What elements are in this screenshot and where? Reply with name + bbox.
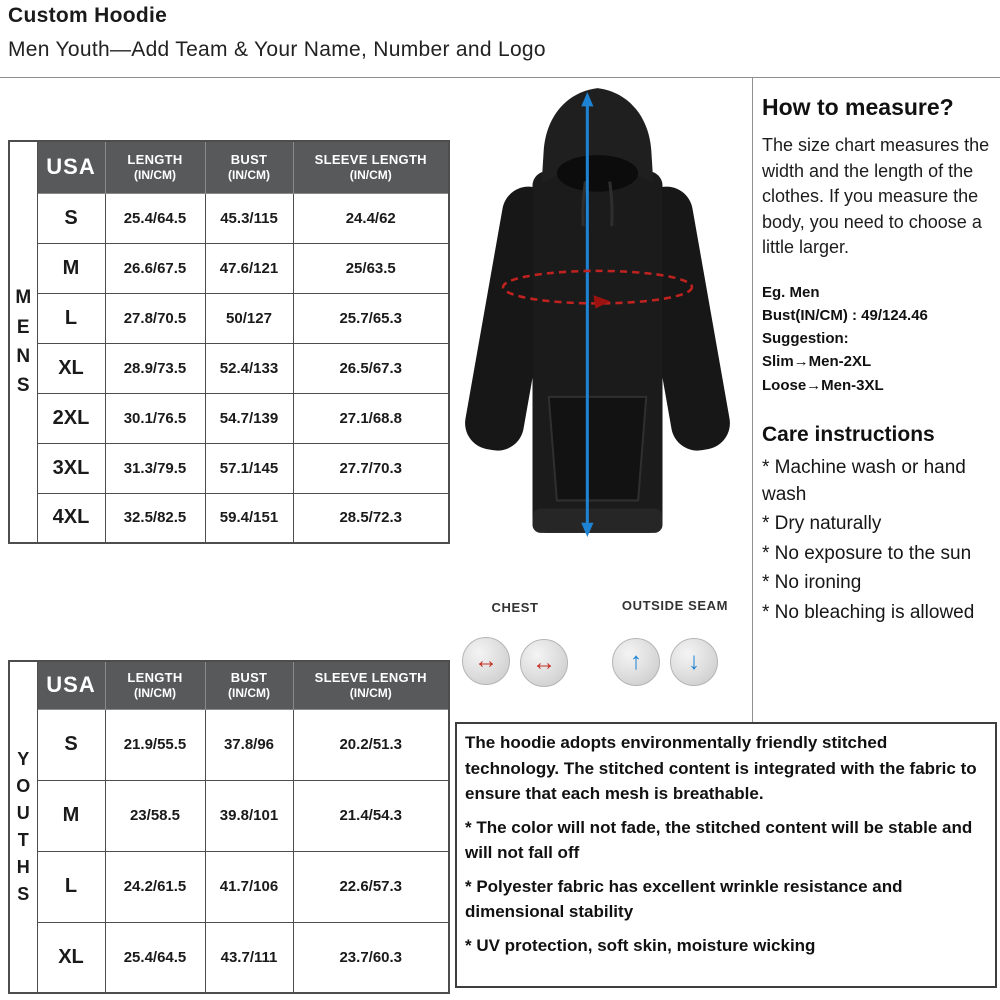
bust-cell: 57.1/145 <box>205 443 293 493</box>
size-cell: XL <box>37 343 105 393</box>
care-item: * No bleaching is allowed <box>762 601 975 623</box>
size-cell: L <box>37 851 105 922</box>
sleeve-cell: 27.7/70.3 <box>293 443 449 493</box>
sleeve-cell: 26.5/67.3 <box>293 343 449 393</box>
chest-measure-icon-1 <box>462 637 510 685</box>
length-cell: 25.4/64.5 <box>105 922 205 993</box>
youths-usa-header: USA <box>37 661 105 709</box>
size-cell: 3XL <box>37 443 105 493</box>
fabric-bullet: * The color will not fade, the stitched content will be stable and will not fall off <box>465 817 973 862</box>
sleeve-cell: 23.7/60.3 <box>293 922 449 993</box>
bust-cell: 37.8/96 <box>205 709 293 780</box>
fabric-bullet: * UV protection, soft skin, moisture wicking <box>465 935 816 955</box>
table-row <box>9 393 449 443</box>
example-line: Eg. Men <box>762 283 820 301</box>
youths-group-cell <box>9 661 37 993</box>
mens-col-sleeve <box>293 141 449 193</box>
hoodie-hem <box>532 509 662 533</box>
sleeve-cell: 20.2/51.3 <box>293 709 449 780</box>
col-title: BUST <box>230 670 268 686</box>
seam-measure-icon-2 <box>670 638 718 686</box>
outside-seam-label: OUTSIDE SEAM <box>621 598 729 613</box>
length-cell: 32.5/82.5 <box>105 493 205 543</box>
hood-opening <box>557 155 638 192</box>
page-subtitle: Men Youth—Add Team & Your Name, Number and Logo <box>8 38 546 61</box>
size-cell: S <box>37 709 105 780</box>
seam-measure-icon-1 <box>612 638 660 686</box>
fabric-info-box <box>455 722 997 988</box>
length-cell: 25.4/64.5 <box>105 193 205 243</box>
how-to-measure-panel <box>762 88 996 630</box>
length-cell: 28.9/73.5 <box>105 343 205 393</box>
table-row <box>9 443 449 493</box>
col-title: LENGTH <box>127 670 183 686</box>
bust-cell: 39.8/101 <box>205 780 293 851</box>
col-sub: (IN/CM) <box>228 168 270 183</box>
table-row <box>9 243 449 293</box>
col-sub: (IN/CM) <box>228 686 270 701</box>
length-cell: 24.2/61.5 <box>105 851 205 922</box>
sleeve-cell: 22.6/57.3 <box>293 851 449 922</box>
col-sub: (IN/CM) <box>134 168 176 183</box>
table-row <box>9 780 449 851</box>
care-item: * No exposure to the sun <box>762 542 972 564</box>
table-row <box>9 922 449 993</box>
sleeve-cell: 24.4/62 <box>293 193 449 243</box>
example-line: Suggestion: <box>762 330 849 348</box>
size-cell: S <box>37 193 105 243</box>
chest-label: CHEST <box>491 600 539 615</box>
bust-cell: 45.3/115 <box>205 193 293 243</box>
sleeve-cell: 27.1/68.8 <box>293 393 449 443</box>
sleeve-cell: 21.4/54.3 <box>293 780 449 851</box>
youths-col-length <box>105 661 205 709</box>
sleeve-cell: 28.5/72.3 <box>293 493 449 543</box>
length-cell: 21.9/55.5 <box>105 709 205 780</box>
size-cell: XL <box>37 922 105 993</box>
care-instructions-heading: Care instructions <box>762 422 935 446</box>
col-title: SLEEVE LENGTH <box>314 152 427 168</box>
size-cell: 2XL <box>37 393 105 443</box>
left-right-arrow-icon: ↔ <box>532 649 556 676</box>
bust-cell: 47.6/121 <box>205 243 293 293</box>
example-line: Slim→Men-2XL <box>762 353 872 371</box>
table-row <box>9 343 449 393</box>
bust-cell: 54.7/139 <box>205 393 293 443</box>
care-item: * Machine wash or hand wash <box>762 456 966 505</box>
youths-size-table <box>8 660 450 994</box>
mens-group-cell <box>9 141 37 543</box>
down-arrow-icon: ↓ <box>688 648 700 675</box>
mens-usa-header: USA <box>37 141 105 193</box>
col-sub: (IN/CM) <box>349 686 392 701</box>
example-line: Loose→Men-3XL <box>762 376 884 394</box>
bust-cell: 41.7/106 <box>205 851 293 922</box>
size-cell: L <box>37 293 105 343</box>
mens-header-row <box>9 141 449 193</box>
col-title: LENGTH <box>127 152 183 168</box>
length-cell: 26.6/67.5 <box>105 243 205 293</box>
length-cell: 23/58.5 <box>105 780 205 851</box>
bust-cell: 59.4/151 <box>205 493 293 543</box>
col-sub: (IN/CM) <box>349 168 392 183</box>
table-row <box>9 493 449 543</box>
col-title: SLEEVE LENGTH <box>314 670 427 686</box>
size-cell: M <box>37 243 105 293</box>
measure-description: The size chart measures the width and the length of the clothes. If you measure the body, you need to choose a little larger. <box>762 135 990 258</box>
length-cell: 30.1/76.5 <box>105 393 205 443</box>
hoodie-pocket <box>549 397 647 501</box>
youths-header-row <box>9 661 449 709</box>
bust-cell: 50/127 <box>205 293 293 343</box>
youths-vertical-label: YOUTHS <box>16 749 31 904</box>
measure-example <box>762 281 996 397</box>
mens-size-table <box>8 140 450 544</box>
sleeve-cell: 25/63.5 <box>293 243 449 293</box>
mens-vertical-label: MENS <box>15 287 32 397</box>
mens-col-bust <box>205 141 293 193</box>
page-title: Custom Hoodie <box>8 4 168 27</box>
length-cell: 27.8/70.5 <box>105 293 205 343</box>
sleeve-cell: 25.7/65.3 <box>293 293 449 343</box>
mens-col-length <box>105 141 205 193</box>
table-row <box>9 293 449 343</box>
fabric-bullet: * Polyester fabric has excellent wrinkle resistance and dimensional stability <box>465 876 903 921</box>
youths-col-sleeve <box>293 661 449 709</box>
chest-measure-icon-2 <box>520 639 568 687</box>
example-line: Bust(IN/CM) : 49/124.46 <box>762 306 928 324</box>
left-right-arrow-icon: ↔ <box>474 647 498 674</box>
panel-divider <box>752 78 753 723</box>
fabric-intro: The hoodie adopts environmentally friendly stitched technology. The stitched content is integrated with the fabric to ensure that each mesh is breathable. <box>465 733 977 803</box>
care-item: * Dry naturally <box>762 513 882 535</box>
header-divider <box>0 77 1000 78</box>
size-cell: M <box>37 780 105 851</box>
up-arrow-icon: ↑ <box>630 648 642 675</box>
hoodie-illustration <box>445 84 750 602</box>
size-cell: 4XL <box>37 493 105 543</box>
youths-col-bust <box>205 661 293 709</box>
bust-cell: 52.4/133 <box>205 343 293 393</box>
bust-cell: 43.7/111 <box>205 922 293 993</box>
length-cell: 31.3/79.5 <box>105 443 205 493</box>
care-item: * No ironing <box>762 572 862 594</box>
col-sub: (IN/CM) <box>134 686 176 701</box>
how-to-measure-heading: How to measure? <box>762 94 954 120</box>
table-row <box>9 709 449 780</box>
care-instructions-list <box>762 455 996 627</box>
table-row <box>9 851 449 922</box>
table-row <box>9 193 449 243</box>
col-title: BUST <box>230 152 268 168</box>
